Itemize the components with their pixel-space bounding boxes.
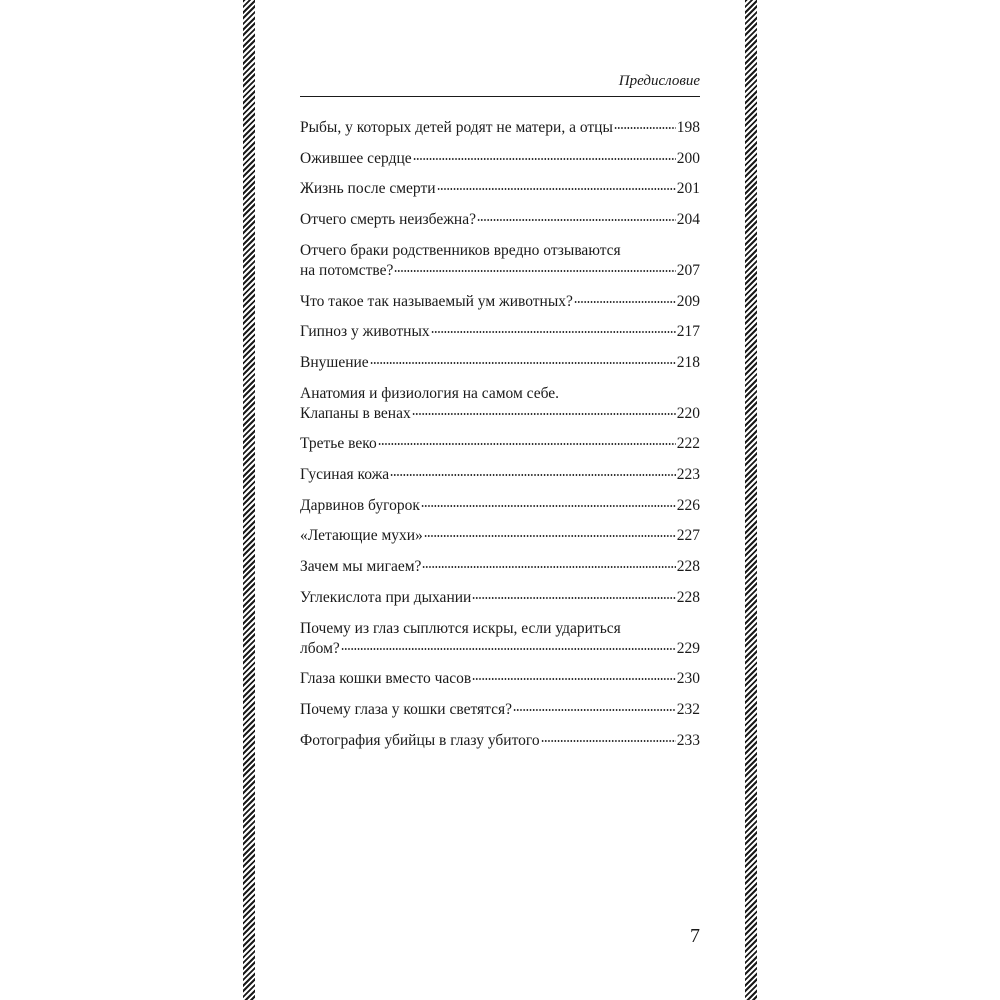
toc-page-number: 201 bbox=[676, 180, 700, 198]
toc-entry-title: Гипноз у животных bbox=[300, 323, 430, 341]
dot-leader bbox=[390, 474, 676, 476]
toc-page-number: 227 bbox=[676, 527, 700, 545]
dot-leader bbox=[412, 413, 676, 415]
toc-entry bbox=[300, 526, 700, 546]
toc-entry bbox=[300, 241, 700, 281]
toc-entry-title: Ожившее сердце bbox=[300, 149, 412, 167]
toc-page-number: 198 bbox=[676, 119, 700, 136]
dot-leader bbox=[378, 443, 676, 445]
toc-entry-title: Глаза кошки вместо часов bbox=[300, 670, 472, 688]
toc-entry bbox=[300, 465, 700, 485]
left-decorative-border bbox=[243, 0, 255, 1000]
dot-leader bbox=[472, 597, 675, 599]
toc-entry-title: Отчего смерть неизбежна? bbox=[300, 211, 476, 229]
dot-leader bbox=[394, 270, 675, 272]
toc-entry-title: Третье веко bbox=[300, 435, 377, 453]
toc-page-number: 232 bbox=[676, 700, 700, 718]
dot-leader bbox=[424, 535, 676, 537]
toc-entry-title-line: Отчего браки родственников вредно отзываются bbox=[300, 241, 621, 259]
toc-entry-title-line: Анатомия и физиология на самом себе. bbox=[300, 384, 560, 402]
dot-leader bbox=[614, 127, 676, 129]
toc-entry-title: Зачем мы мигаем? bbox=[300, 558, 422, 576]
toc-entry-title: Клапаны в венах bbox=[300, 404, 411, 422]
toc-entry-title: лбом? bbox=[300, 639, 340, 657]
toc-entry bbox=[300, 210, 700, 230]
page-number: 7 bbox=[690, 925, 700, 947]
toc-entry bbox=[300, 292, 700, 312]
toc-page-number: 228 bbox=[676, 588, 700, 606]
toc-page-number: 200 bbox=[676, 149, 700, 167]
toc-page-number: 230 bbox=[676, 670, 700, 688]
toc-page-number: 228 bbox=[676, 558, 700, 576]
toc-entry bbox=[300, 731, 700, 751]
toc-entry-title: Гусиная кожа bbox=[300, 466, 390, 483]
toc-page-number: 209 bbox=[676, 292, 700, 310]
running-head: Предисловие bbox=[618, 73, 700, 89]
toc-entry bbox=[300, 619, 700, 659]
toc-page-number: 220 bbox=[676, 404, 700, 422]
toc-page-number: 217 bbox=[676, 323, 700, 341]
toc-entry-title-line: Почему из глаз сыплются искры, если удариться bbox=[300, 619, 621, 637]
toc-entry bbox=[300, 700, 700, 720]
dot-leader bbox=[422, 566, 675, 568]
dot-leader bbox=[341, 648, 676, 650]
toc-entry bbox=[300, 149, 700, 169]
toc-entry bbox=[300, 588, 700, 608]
toc-entry-title: «Летающие мухи» bbox=[300, 527, 423, 545]
toc-entry bbox=[300, 384, 700, 424]
toc-entry bbox=[300, 557, 700, 577]
toc-entry bbox=[300, 322, 700, 342]
dot-leader bbox=[574, 301, 676, 303]
toc-entry-title: Фотография убийцы в глазу убитого bbox=[300, 731, 540, 749]
dot-leader bbox=[421, 505, 676, 507]
toc-entry-title: Внушение bbox=[300, 353, 369, 371]
toc-entry bbox=[300, 496, 700, 516]
right-decorative-border bbox=[745, 0, 757, 1000]
toc-page-number: 233 bbox=[676, 731, 700, 749]
toc-entry bbox=[300, 179, 700, 199]
toc-page-number: 218 bbox=[676, 353, 700, 371]
dot-leader bbox=[472, 678, 676, 680]
toc-entry-title: Почему глаза у кошки светятся? bbox=[300, 700, 513, 718]
dot-leader bbox=[370, 362, 676, 364]
toc-entry bbox=[300, 353, 700, 373]
toc-entry bbox=[300, 669, 700, 689]
dot-leader bbox=[413, 158, 676, 160]
toc-page-number: 226 bbox=[676, 496, 700, 514]
toc-entry-title: Жизнь после смерти bbox=[300, 180, 436, 198]
toc-entry-title: Рыбы, у которых детей родят не матери, а отцы bbox=[300, 119, 613, 136]
toc-entry-title: Углекислота при дыхании bbox=[300, 588, 472, 606]
header-rule bbox=[300, 96, 700, 97]
dot-leader bbox=[477, 219, 676, 221]
dot-leader bbox=[513, 709, 676, 711]
toc-entry-title: на потомстве? bbox=[300, 261, 394, 279]
toc-page-number: 204 bbox=[676, 211, 700, 229]
dot-leader bbox=[431, 331, 676, 333]
toc-page-number: 223 bbox=[676, 466, 700, 483]
toc-page-number: 207 bbox=[676, 261, 700, 279]
dot-leader bbox=[437, 188, 676, 190]
toc-page-number: 229 bbox=[676, 639, 700, 657]
toc-entry-title: Что такое так называемый ум животных? bbox=[300, 292, 573, 310]
toc-page-number: 222 bbox=[676, 435, 700, 453]
toc-entry bbox=[300, 434, 700, 454]
toc-entry bbox=[300, 118, 700, 138]
dot-leader bbox=[541, 740, 676, 742]
toc-entry-title: Дарвинов бугорок bbox=[300, 496, 420, 514]
